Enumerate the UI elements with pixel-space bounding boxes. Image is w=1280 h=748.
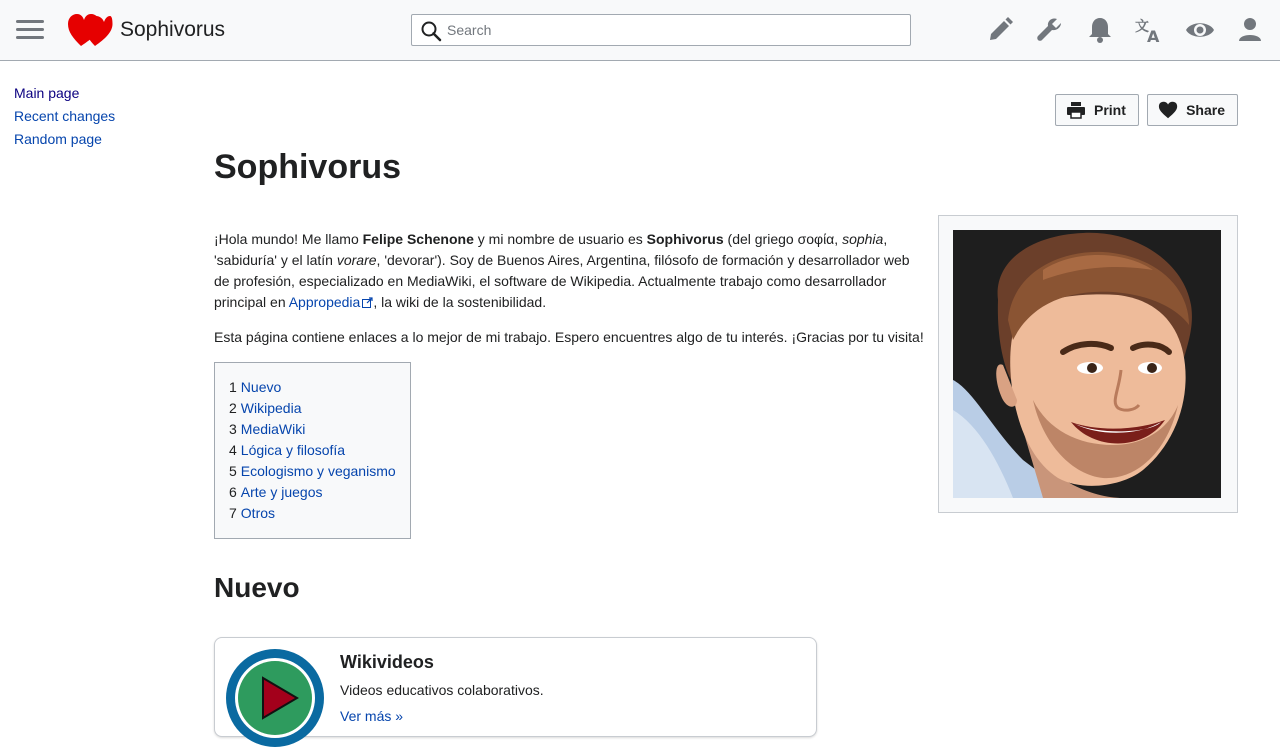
toc-link-otros[interactable]: Otros [240, 505, 276, 521]
appropedia-link[interactable]: Appropedia [289, 294, 374, 310]
toc-item: 2 Wikipedia [229, 400, 302, 416]
toc-item: 7 Otros [229, 505, 276, 521]
eye-watch-icon[interactable] [1185, 15, 1215, 45]
table-of-contents [214, 362, 411, 539]
share-button[interactable] [1147, 94, 1238, 126]
toc-link-logica[interactable]: Lógica y filosofía [240, 442, 346, 458]
site-title[interactable]: Sophivorus [120, 18, 226, 41]
language-icon[interactable] [1134, 15, 1164, 45]
toc-item: 4 Lógica y filosofía [229, 442, 346, 458]
toc-item: 1 Nuevo [229, 379, 282, 395]
print-button[interactable] [1055, 94, 1139, 126]
bell-icon[interactable] [1085, 15, 1115, 45]
portrait-figure [938, 215, 1238, 513]
intro-paragraph: ¡Hola mundo! Me llamo Felipe Schenone y mi nombre de usuario es Sophivorus (del griego σοφία, sophia, 'sabiduría' y el latín vorare, 'devorar'). Soy de Buenos Aires, Argentina, filósofo de formación y desarrollador web de profesión, especializado en MediaWiki, el software de Wikipedia. Actualmente trabajo como desarrollador principal en Appropedia , la wiki de la sostenibilidad. [214, 231, 910, 310]
toc-link-mediawiki[interactable]: MediaWiki [240, 421, 306, 437]
ver-mas-link[interactable]: Ver más » [340, 708, 404, 724]
wikivideos-card [214, 637, 817, 737]
portrait-image[interactable] [953, 230, 1221, 498]
real-name: Felipe Schenone [362, 231, 474, 247]
svg-text:文: 文 [1135, 19, 1149, 35]
section-heading-nuevo: Nuevo [214, 572, 300, 603]
intro-paragraph-2: Esta página contiene enlaces a lo mejor de mi trabajo. Espero encuentres algo de tu interés. ¡Gracias por tu visita! [214, 329, 924, 345]
card-title: Wikivideos [340, 652, 434, 672]
search-icon [420, 20, 442, 42]
search-box[interactable] [411, 14, 911, 46]
card-description: Videos educativos colaborativos. [340, 682, 544, 698]
edit-pencil-icon[interactable] [985, 15, 1015, 45]
heart-icon [1158, 100, 1178, 120]
toc-link-ecologismo[interactable]: Ecologismo y veganismo [240, 463, 396, 479]
sidebar-nav [14, 82, 115, 151]
top-header [0, 0, 1280, 61]
printer-icon [1066, 100, 1086, 120]
print-label: Print [1094, 102, 1126, 118]
sidebar-item-random-page[interactable]: Random page [14, 131, 102, 147]
svg-text:A: A [1147, 27, 1160, 45]
toc-item: 6 Arte y juegos [229, 484, 323, 500]
username: Sophivorus [646, 231, 724, 247]
toc-link-nuevo[interactable]: Nuevo [240, 379, 282, 395]
heart-logo-icon[interactable] [67, 12, 113, 48]
menu-icon[interactable] [14, 14, 46, 46]
share-label: Share [1186, 102, 1225, 118]
toc-link-arte[interactable]: Arte y juegos [240, 484, 323, 500]
wrench-icon[interactable] [1035, 15, 1065, 45]
sidebar-item-recent-changes[interactable]: Recent changes [14, 108, 116, 124]
toc-item: 5 Ecologismo y veganismo [229, 463, 396, 479]
external-link-icon [362, 297, 373, 308]
page-title: Sophivorus [214, 148, 402, 186]
toc-item: 3 MediaWiki [229, 421, 306, 437]
search-input[interactable] [445, 15, 905, 45]
toc-link-wikipedia[interactable]: Wikipedia [240, 400, 302, 416]
sidebar-item-main-page[interactable]: Main page [14, 85, 80, 101]
play-icon[interactable] [225, 648, 325, 748]
user-icon[interactable] [1235, 15, 1265, 45]
